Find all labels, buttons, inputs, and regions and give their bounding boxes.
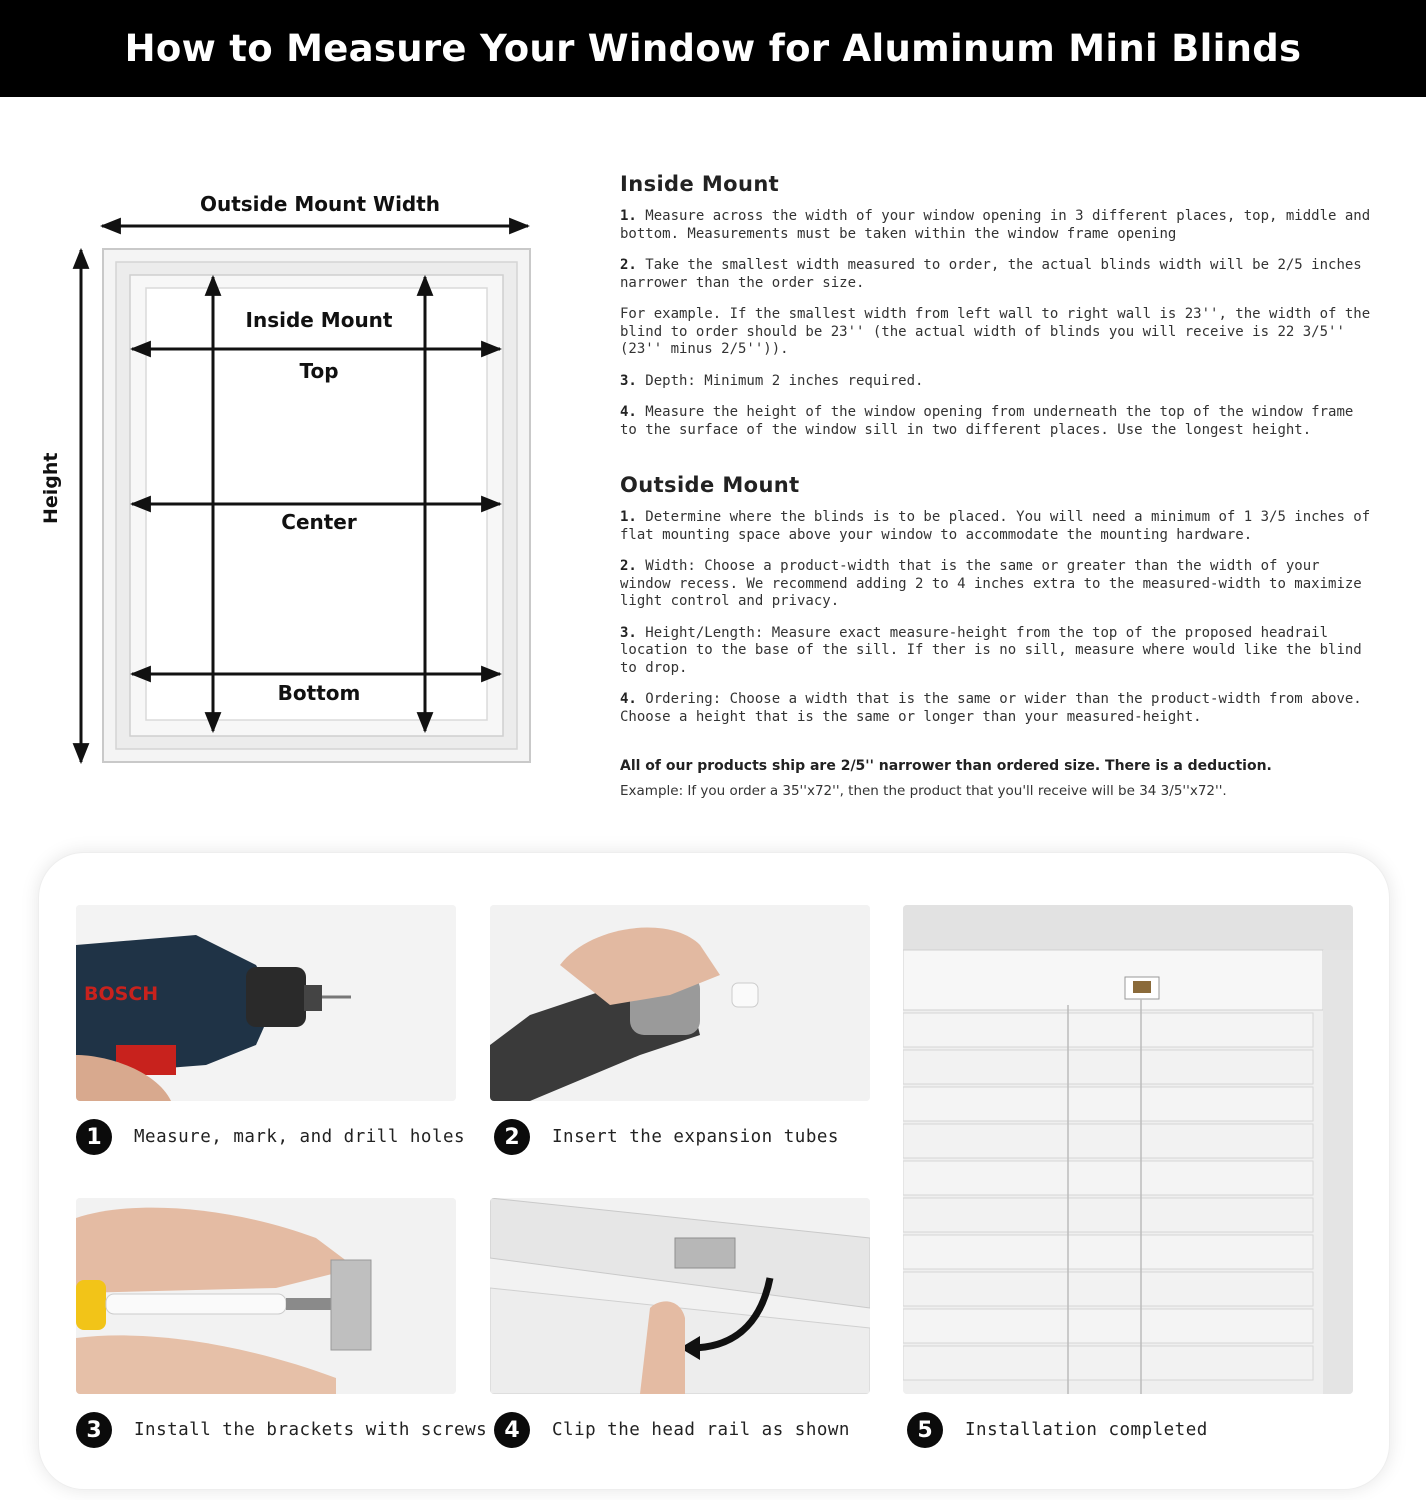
bosch-logo: BOSCH xyxy=(84,983,159,1005)
step-2 xyxy=(494,1119,839,1155)
step-3-photo xyxy=(76,1198,456,1394)
installation-steps-card xyxy=(38,852,1390,1490)
page-title: How to Measure Your Window for Aluminum Mini Blinds xyxy=(124,27,1302,70)
step-3 xyxy=(76,1412,487,1448)
outside-item-2: 2. Width: Choose a product-width that is the same or greater than the width of your window recess. We recommend adding 2 to 4 inches extra to the measured-width to maximize light control and privacy. xyxy=(620,558,1362,609)
deduction-example: Example: If you order a 35''x72'', then the product that you'll receive will be 34 3/5''x72''. xyxy=(620,783,1227,799)
inside-mount-title: Inside Mount xyxy=(620,172,780,196)
step-1-label: Measure, mark, and drill holes xyxy=(134,1127,466,1147)
step-4-number: 4 xyxy=(494,1412,530,1448)
inside-item-4: 4. Measure the height of the window opening from underneath the top of the window frame to the surface of the window sill in two different places. Use the longest height. xyxy=(620,404,1354,438)
step-2-number: 2 xyxy=(494,1119,530,1155)
bottom-label: Bottom xyxy=(277,681,361,705)
height-label: Height xyxy=(40,452,62,524)
outside-mount-width-label: Outside Mount Width xyxy=(199,192,441,216)
outside-item-3: 3. Height/Length: Measure exact measure-height from the top of the proposed headrail location to the base of the sill. If ther is no sill, measure where would like the blind to drop. xyxy=(620,624,1362,676)
step-5 xyxy=(907,1412,1208,1448)
window-diagram xyxy=(30,180,550,790)
step-5-photo xyxy=(903,905,1353,1394)
instructions xyxy=(618,172,1378,799)
outside-mount-title: Outside Mount xyxy=(620,473,800,497)
outside-item-4: 4. Ordering: Choose a width that is the same or wider than the product-width from above. Choose a height that is the same or longer than your measured-height. xyxy=(620,691,1362,725)
deduction-note: All of our products ship are 2/5'' narrower than ordered size. There is a deduction. xyxy=(620,758,1272,774)
step-4-photo xyxy=(490,1198,870,1394)
step-3-number: 3 xyxy=(76,1412,112,1448)
inside-item-1: 1. Measure across the width of your window opening in 3 different places, top, middle and bottom. Measurements must be taken within the window frame opening xyxy=(620,208,1371,242)
step-5-number: 5 xyxy=(907,1412,943,1448)
outside-item-1: 1. Determine where the blinds is to be placed. You will need a minimum of 1 3/5 inches of flat mounting space above your window to accommodate the mounting hardware. xyxy=(620,509,1371,543)
step-1-number: 1 xyxy=(76,1119,112,1155)
inside-example: For example. If the smallest width from left wall to right wall is 23'', the width of the blind to order should be 23'' (the actual width of blinds you will receive is 22 3/5'' (23'' minus 2/5'')). xyxy=(620,306,1371,357)
top-label: Top xyxy=(299,359,339,383)
step-2-label: Insert the expansion tubes xyxy=(552,1127,839,1147)
step-2-photo xyxy=(490,905,870,1101)
step-4-label: Clip the head rail as shown xyxy=(552,1420,850,1440)
step-3-label: Install the brackets with screws xyxy=(134,1420,488,1440)
center-label: Center xyxy=(281,510,357,534)
step-1 xyxy=(76,1119,465,1155)
inside-mount-label: Inside Mount xyxy=(245,308,393,332)
inside-item-3: 3. Depth: Minimum 2 inches required. xyxy=(620,372,924,389)
step-4 xyxy=(494,1412,850,1448)
inside-item-2: 2. Take the smallest width measured to order, the actual blinds width will be 2/5 inches narrower than the order size. xyxy=(620,257,1362,291)
step-1-photo xyxy=(76,905,456,1101)
title-banner xyxy=(0,0,1426,97)
step-5-label: Installation completed xyxy=(965,1420,1208,1440)
